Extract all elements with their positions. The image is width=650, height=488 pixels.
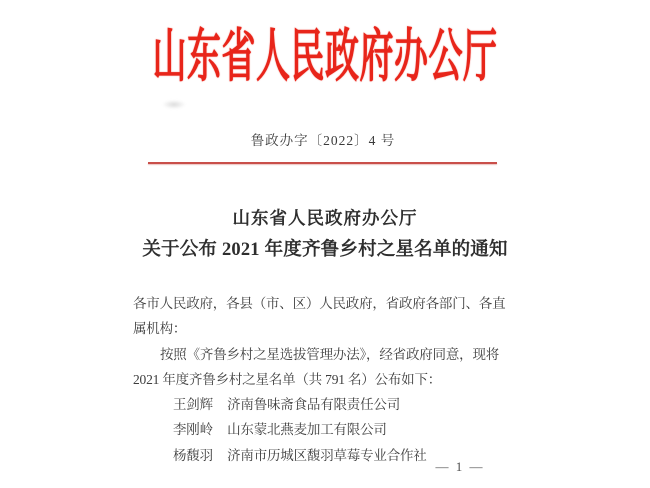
document-title-line1: 山东省人民政府办公厅 [232, 208, 418, 228]
red-divider-rule [148, 162, 497, 164]
letterhead-title: 山东省人民政府办公厅 [152, 27, 498, 90]
awardee-name: 杨馥羽 [173, 447, 213, 463]
awardee-row [133, 392, 511, 417]
paragraph-line2: 2021 年度齐鲁乡村之星名单（共 791 名）公布如下： [133, 371, 442, 387]
page-number: — 1 — [435, 459, 485, 474]
scan-artifact [162, 100, 186, 109]
awardee-name: 李刚岭 [173, 422, 213, 438]
awardee-organization: 山东蒙北燕麦加工有限公司 [227, 422, 387, 438]
document-body [133, 291, 511, 468]
salutation-line1: 各市人民政府，各县（市、区）人民政府，省政府各部门、各直 [133, 296, 506, 311]
awardee-name: 王剑辉 [173, 397, 213, 413]
awardee-row [133, 417, 511, 442]
paragraph-line1: 按照《齐鲁乡村之星选拔管理办法》，经省政府同意，现将 [160, 346, 500, 362]
awardee-organization: 济南鲁味斋食品有限责任公司 [227, 397, 400, 413]
salutation-line2: 属机构： [133, 321, 187, 337]
awardee-organization: 济南市历城区馥羽草莓专业合作社 [227, 447, 427, 463]
document-title-line2: 关于公布 2021 年度齐鲁乡村之星名单的通知 [142, 240, 508, 260]
document-reference-number: 鲁政办字〔2022〕4 号 [250, 133, 396, 148]
